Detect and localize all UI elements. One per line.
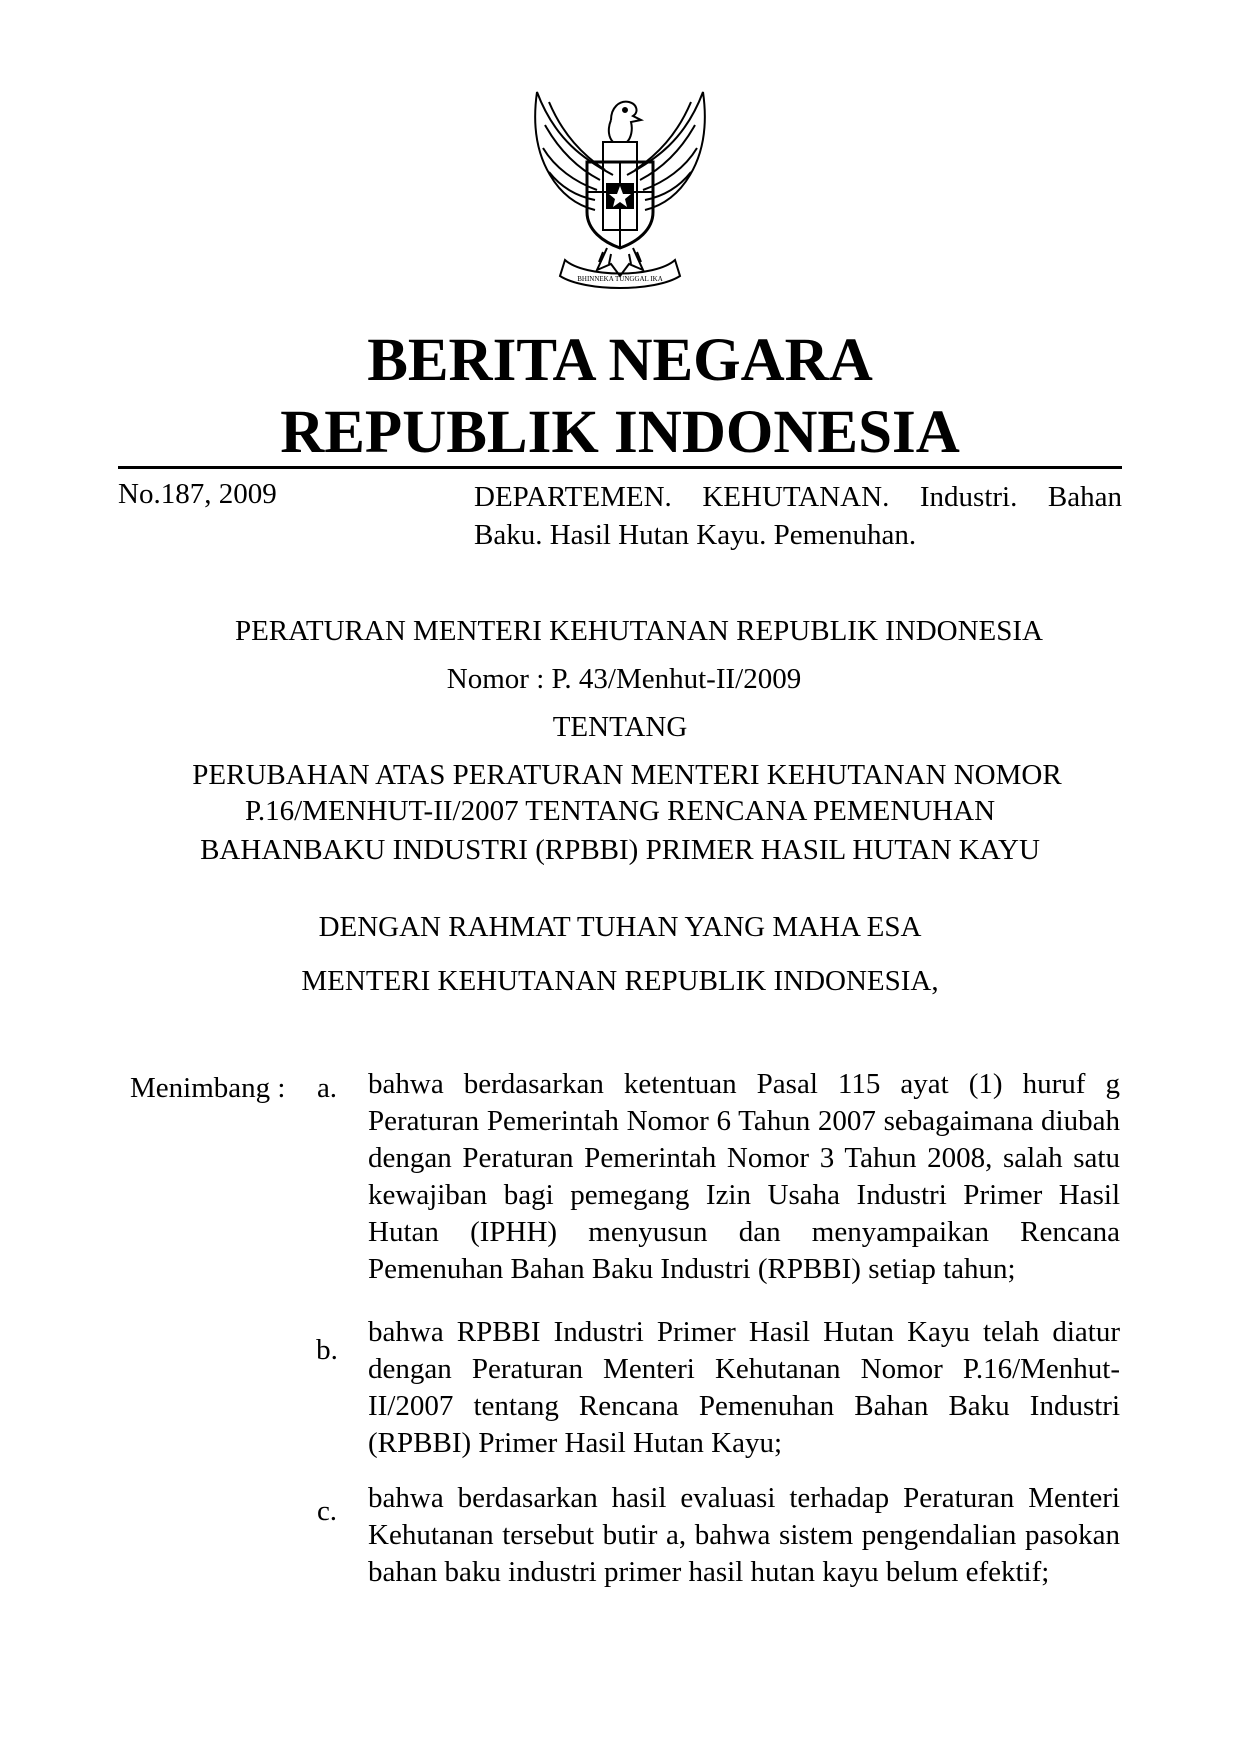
regulation-number: Nomor : P. 43/Menhut-II/2009 [446, 663, 802, 695]
menimbang-label: Menimbang : [130, 1072, 286, 1104]
gazette-number: No.187, 2009 [118, 478, 277, 510]
regulation-tentang: TENTANG [552, 711, 688, 743]
menimbang-item-letter: a. [316, 1072, 338, 1104]
menimbang-item-text: bahwa berdasarkan ketentuan Pasal 115 ayat (1) huruf g Peraturan Pemerintah Nomor 6 Tahun 2007 sebagaimana diubah dengan Peraturan Pemerintah Nomor 3 Tahun 2008, salah satu kewajiban bagi pemegang Izin Usaha Industri Primer Hasil Hutan (IPHH) menyusun dan menyampaikan Rencana Pemenuhan Bahan Baku Industri (RPBBI) setiap tahun; [368, 1068, 1120, 1285]
menimbang-item-letter: b. [316, 1334, 338, 1366]
menimbang-item-text: bahwa berdasarkan hasil evaluasi terhadap Peraturan Menteri Kehutanan tersebut butir a, bahwa sistem pengendalian pasokan bahan baku industri primer hasil hutan kayu belum efektif; [368, 1482, 1120, 1588]
masthead-line-1: BERITA NEGARA [367, 327, 873, 394]
gazette-keywords: DEPARTEMEN. KEHUTANAN. Industri. Bahan Baku. Hasil Hutan Kayu. Pemenuhan. [474, 481, 1122, 551]
regulation-invocation: DENGAN RAHMAT TUHAN YANG MAHA ESA [318, 911, 922, 943]
regulation-subject-line: PERUBAHAN ATAS PERATURAN MENTERI KEHUTANAN NOMOR [192, 759, 1062, 791]
garuda-pancasila-emblem-icon [515, 80, 725, 300]
masthead-line-2: REPUBLIK INDONESIA [280, 399, 960, 466]
menimbang-item-text: bahwa RPBBI Industri Primer Hasil Hutan Kayu telah diatur dengan Peraturan Menteri Kehutanan Nomor P.16/Menhut-II/2007 tentang Rencana Pemenuhan Bahan Baku Industri (RPBBI) Primer Hasil Hutan Kayu; [368, 1316, 1120, 1459]
menimbang-item-letter: c. [316, 1495, 338, 1527]
regulation-title: PERATURAN MENTERI KEHUTANAN REPUBLIK INDONESIA [234, 615, 1044, 647]
regulation-subject-line: BAHANBAKU INDUSTRI (RPBBI) PRIMER HASIL HUTAN KAYU [200, 834, 1040, 866]
regulation-subject-line: P.16/MENHUT-II/2007 TENTANG RENCANA PEMENUHAN [244, 795, 996, 827]
emblem-motto: BHINNEKA TUNGGAL IKA [577, 275, 663, 283]
regulation-issuer: MENTERI KEHUTANAN REPUBLIK INDONESIA, [301, 965, 939, 997]
masthead-divider [118, 466, 1122, 469]
